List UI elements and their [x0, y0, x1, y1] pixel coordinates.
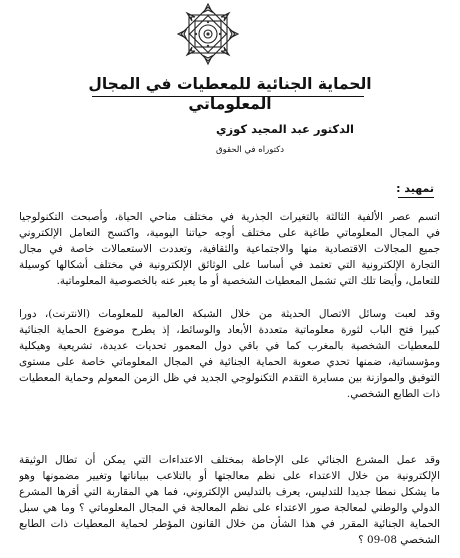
ornament-emblem-icon	[175, 0, 241, 68]
author-degree: دكتوراه في الحقوق	[216, 145, 284, 155]
paragraph-line: في المجال المعلوماتي طاغية على مختلف أوجه حياتنا اليومية، واكتسح التعامل الإلكتروني	[19, 227, 440, 239]
paragraph-line: جميع المجالات الاقتصادية منها والاجتماعية والثقافية، وتعددت الاستعمالات خاصة في مجال	[19, 243, 440, 255]
paragraph-line: للتعامل، وأيضا تلك التي تشمل المعطيات الشخصية أو ما يعبر عنه بالخصوصية المعلوماتية.	[56, 275, 440, 287]
paragraph-line: ما يشكل نمطا جديدا للتدليس، يعرف بالتدليس الإلكتروني، فما هي المقاربة التي أقرها المشرع	[19, 486, 440, 498]
paragraph-line: كبيرا فتح الباب لثورة معلوماتية متعددة الأبعاد والوسائط، إذ يطرح موضوع الحماية الجنائية	[19, 324, 440, 336]
paragraph-1	[19, 209, 440, 289]
paragraph-line: ذات الطابع الشخصي.	[346, 388, 440, 400]
paragraph-line: اتسم عصر الألفية الثالثة بالتغيرات الجذرية في مختلف مناحي الحياة، وأصبحت التكنولوجيا	[19, 211, 440, 223]
paragraph-line: للمعطيات الشخصية بالمغرب كما في باقي دول المعمور تحديات عديدة، تشريعية وهيكلية	[19, 340, 440, 352]
title-underline	[92, 96, 364, 97]
paragraph-line: وقد لعبت وسائل الاتصال الحديثة من خلال الشبكة العالمية للمعلومات (الانترنت)، دورا	[19, 308, 440, 320]
heading-underline	[398, 197, 434, 198]
paragraph-line: التجارة الإلكترونية التي تعتمد في أساسا على الوثائق الإلكترونية في مختلف أشكالها كوسيلة	[19, 259, 440, 271]
article-title: الحماية الجنائية للمعطيات في المجال المعلوماتي	[88, 75, 372, 113]
section-heading: تمهيد :	[396, 182, 434, 195]
paragraph-2	[19, 306, 440, 402]
paragraph-3	[19, 452, 440, 548]
paragraph-line: وقد عمل المشرع الجنائي على الإحاطة بمختلف الاعتداءات التي يمكن أن تطال الوثيقة	[19, 454, 440, 466]
paragraph-line: الشخصي 08-09 ؟	[358, 534, 440, 546]
paragraph-line: الدولي والوطني لمعالجة صور الاعتداء على نظم المعالجة في المجال المعلوماتي ؟ وما هي سبل	[19, 502, 440, 514]
paragraph-line: ومؤسساتية، ضمنها تحدي صعوبة الحماية الجنائية في المجال المعلوماتي خاصة على مستوى	[19, 356, 440, 368]
author-name: الدكتور عبد المجيد كوزي	[216, 122, 354, 136]
paragraph-line: الإلكترونية من خلال الاعتداء على نظم معالجتها أو بالتلاعب ببياناتها وتغيير مضمونها وهو	[19, 470, 440, 482]
paragraph-line: التوفيق والموازنة بين مسايرة التقدم التكنولوجي الجديد في ظل الزمن المعولم وحماية المعطيات	[19, 372, 440, 384]
paragraph-line: الحماية الجنائية المقرر في هذا الشأن من خلال القانون المؤطر لحماية المعطيات ذات الطابع	[19, 518, 440, 530]
